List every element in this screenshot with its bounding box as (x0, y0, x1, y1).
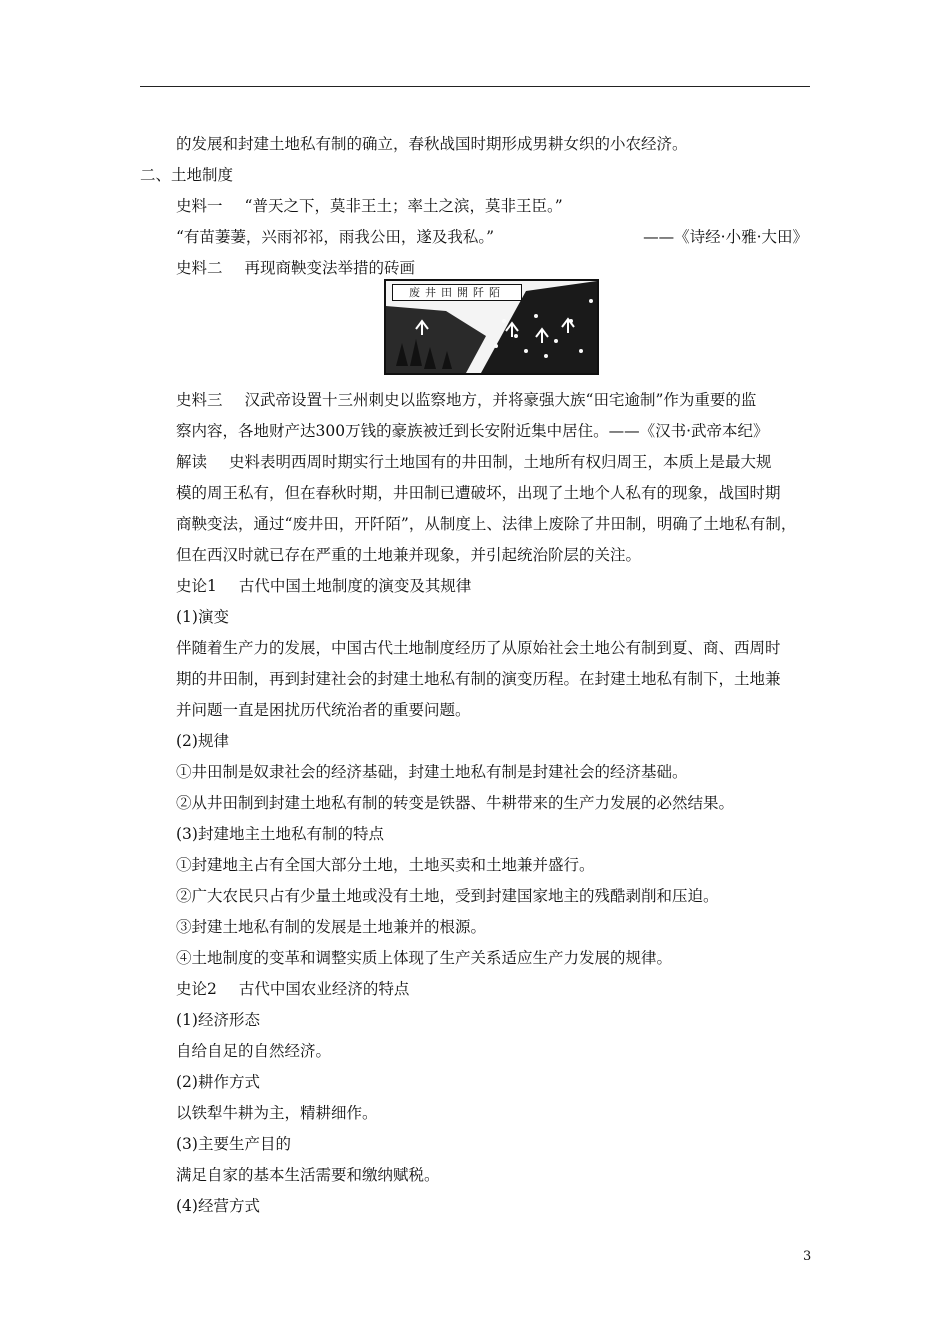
feature-item-1: ①封建地主占有全国大部分土地，土地买卖和土地兼并盛行。 (176, 856, 595, 874)
interpretation-text-1: 史料表明西周时期实行土地国有的井田制，土地所有权归周王，本质上是最大规 (229, 453, 772, 471)
evolution-text-1: 伴随着生产力的发展，中国古代土地制度经历了从原始社会土地公有制到夏、商、西周时 (176, 639, 781, 657)
subheading-production-goal: (3)主要生产目的 (176, 1135, 291, 1153)
feature-item-3: ③封建土地私有制的发展是土地兼并的根源。 (176, 918, 487, 936)
production-goal-text: 满足自家的基本生活需要和缴纳赋税。 (176, 1166, 440, 1184)
thesis-one-title: 古代中国土地制度的演变及其规律 (238, 577, 472, 595)
header-rule (140, 86, 810, 87)
feature-item-4: ④土地制度的变革和调整实质上体现了生产关系适应生产力发展的规律。 (176, 949, 673, 967)
label-interpretation: 解读 (176, 453, 208, 471)
farming-method-text: 以铁犁牛耕为主，精耕细作。 (176, 1104, 378, 1122)
source-two-caption: 再现商鞅变法举措的砖画 (244, 259, 416, 277)
economic-form-text: 自给自足的自然经济。 (176, 1042, 332, 1060)
subheading-features: (3)封建地主土地私有制的特点 (176, 825, 384, 843)
interpretation (176, 451, 772, 473)
subheading-pattern: (2)规律 (176, 732, 229, 750)
source-one-citation: ——《诗经·小雅·大田》 (643, 228, 808, 246)
feature-item-2: ②广大农民只占有少量土地或没有土地，受到封建国家地主的残酷剥削和压迫。 (176, 887, 719, 905)
page-number: 3 (803, 1249, 812, 1264)
source-two (176, 257, 415, 279)
label-source-two: 史料二 (176, 259, 223, 277)
brick-painting-image (384, 279, 599, 375)
label-thesis-two: 史论2 (176, 980, 217, 998)
subheading-evolution: (1)演变 (176, 608, 229, 626)
label-thesis-one: 史论1 (176, 577, 217, 595)
subheading-farming-method: (2)耕作方式 (176, 1073, 260, 1091)
text-line-continuation: 的发展和封建土地私有制的确立，春秋战国时期形成男耕女织的小农经济。 (176, 135, 688, 153)
source-one-quote-2: “有苗萋萋，兴雨祁祁，雨我公田，遂及我私。” (176, 228, 495, 246)
pattern-item-1: ①井田制是奴隶社会的经济基础，封建土地私有制是封建社会的经济基础。 (176, 763, 688, 781)
source-one-quote: “普天之下，莫非王土；率土之滨，莫非王臣。” (244, 197, 563, 215)
interpretation-text-3: 商鞅变法，通过“废井田，开阡陌”，从制度上、法律上废除了井田制，明确了土地私有制， (176, 515, 797, 533)
source-three-text-1: 汉武帝设置十三州刺史以监察地方，并将豪强大族“田宅逾制”作为重要的监 (244, 391, 757, 409)
pattern-item-2: ②从井田制到封建土地私有制的转变是铁器、牛耕带来的生产力发展的必然结果。 (176, 794, 735, 812)
section-heading-land-system: 二、土地制度 (140, 166, 234, 184)
thesis-two-title: 古代中国农业经济的特点 (238, 980, 410, 998)
thesis-two (176, 978, 409, 1000)
source-three-text-2: 察内容，各地财产达300万钱的豪族被迁到长安附近集中居住。——《汉书·武帝本纪》 (176, 422, 769, 440)
source-one (176, 195, 563, 217)
source-three (176, 389, 756, 411)
thesis-one (176, 575, 471, 597)
label-source-three: 史料三 (176, 391, 223, 409)
subheading-economic-form: (1)经济形态 (176, 1011, 260, 1029)
interpretation-text-2: 模的周王私有，但在春秋时期，井田制已遭破坏，出现了土地个人私有的现象，战国时期 (176, 484, 781, 502)
label-source-one: 史料一 (176, 197, 223, 215)
subheading-operation-mode: (4)经营方式 (176, 1197, 260, 1215)
interpretation-text-4: 但在西汉时就已存在严重的土地兼并现象，并引起统治阶层的关注。 (176, 546, 642, 564)
brick-painting-banner: 废井田開阡陌 (392, 284, 522, 301)
evolution-text-3: 并问题一直是困扰历代统治者的重要问题。 (176, 701, 471, 719)
evolution-text-2: 期的井田制，再到封建社会的封建土地私有制的演变历程。在封建土地私有制下，土地兼 (176, 670, 781, 688)
